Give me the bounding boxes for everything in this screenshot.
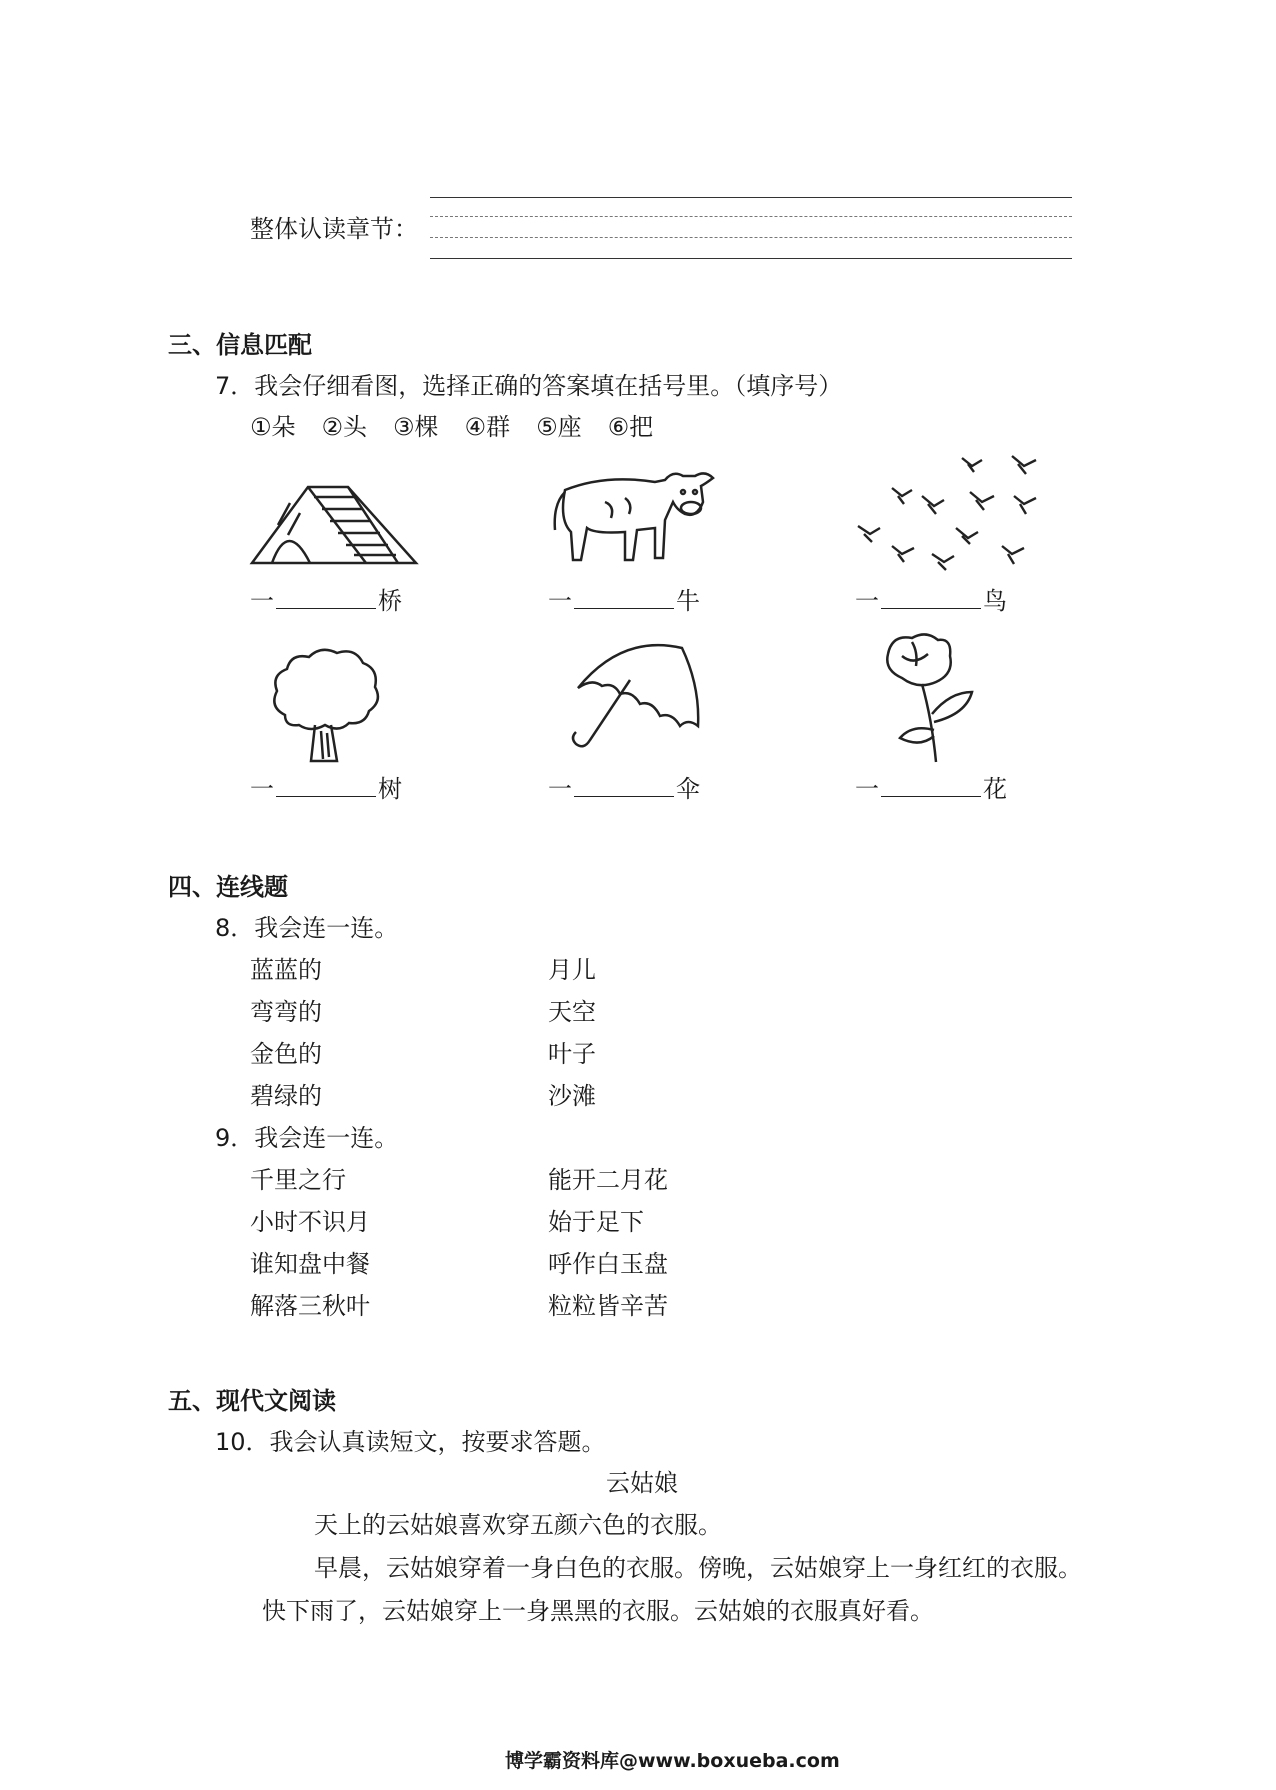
- q10-prompt: 10．我会认真读短文，按要求答题。: [215, 1428, 606, 1456]
- q8-left-item[interactable]: 蓝蓝的: [250, 956, 322, 984]
- answer-row-flower: [855, 774, 1007, 804]
- q9-right-item[interactable]: 始于足下: [548, 1208, 644, 1236]
- q8-right-item[interactable]: 沙滩: [548, 1082, 596, 1110]
- birds-icon: [852, 450, 1052, 575]
- answer-blank[interactable]: [276, 586, 376, 609]
- umbrella-icon: [560, 640, 710, 760]
- prefix: 一: [855, 587, 879, 615]
- flower-icon: [872, 630, 982, 765]
- option: ⑤座: [536, 413, 582, 441]
- q8-left-item[interactable]: 金色的: [250, 1040, 322, 1068]
- ox-icon: [545, 462, 725, 572]
- story-title: 云姑娘: [606, 1469, 678, 1497]
- answer-blank[interactable]: [574, 586, 674, 609]
- noun: 牛: [676, 587, 700, 615]
- q8-left-item[interactable]: 弯弯的: [250, 998, 322, 1026]
- option: ④群: [464, 413, 511, 441]
- q9-left-item[interactable]: 千里之行: [250, 1166, 346, 1194]
- noun: 鸟: [983, 587, 1007, 615]
- option: ⑥把: [607, 413, 654, 441]
- option: ①朵: [250, 413, 296, 441]
- q9-prompt: 9．我会连一连。: [215, 1124, 399, 1152]
- q8-left-item[interactable]: 碧绿的: [250, 1082, 322, 1110]
- prefix: 一: [855, 775, 879, 803]
- answer-row-umbrella: [548, 774, 700, 804]
- q7-options: [250, 412, 679, 442]
- section-4-title: 四、连线题: [168, 873, 288, 901]
- prefix: 一: [250, 775, 274, 803]
- pinyin-practice-label: 整体认读章节：: [250, 215, 418, 243]
- section-3-title: 三、信息匹配: [168, 331, 312, 359]
- prefix: 一: [548, 775, 572, 803]
- section-5-title: 五、现代文阅读: [168, 1387, 336, 1415]
- option: ②头: [321, 413, 368, 441]
- q8-right-item[interactable]: 月儿: [548, 956, 596, 984]
- prefix: 一: [548, 587, 572, 615]
- q9-right-item[interactable]: 粒粒皆辛苦: [548, 1292, 668, 1320]
- prefix: 一: [250, 587, 274, 615]
- q9-left-item[interactable]: 谁知盘中餐: [250, 1250, 370, 1278]
- answer-row-ox: [548, 586, 700, 616]
- noun: 桥: [378, 587, 402, 615]
- answer-row-birds: [855, 586, 1007, 616]
- q8-right-item[interactable]: 叶子: [548, 1040, 596, 1068]
- q8-right-item[interactable]: 天空: [548, 998, 596, 1026]
- q9-right-item[interactable]: 呼作白玉盘: [548, 1250, 668, 1278]
- answer-blank[interactable]: [881, 774, 981, 797]
- q9-left-item[interactable]: 小时不识月: [250, 1208, 370, 1236]
- answer-blank[interactable]: [881, 586, 981, 609]
- footer-watermark: 博学霸资料库@www.boxueba.com: [505, 1750, 840, 1772]
- answer-row-tree: [250, 774, 402, 804]
- noun: 树: [378, 775, 402, 803]
- option: ③棵: [393, 413, 439, 441]
- bridge-icon: [248, 475, 420, 570]
- story-paragraph-2-line-1: 早晨，云姑娘穿着一身白色的衣服。傍晚，云姑娘穿上一身红红的衣服。: [314, 1554, 1082, 1582]
- q9-left-item[interactable]: 解落三秋叶: [250, 1292, 370, 1320]
- answer-blank[interactable]: [276, 774, 376, 797]
- story-paragraph-1: 天上的云姑娘喜欢穿五颜六色的衣服。: [314, 1511, 722, 1539]
- q9-right-item[interactable]: 能开二月花: [548, 1166, 668, 1194]
- noun: 伞: [676, 775, 700, 803]
- q8-prompt: 8．我会连一连。: [215, 914, 399, 942]
- tree-icon: [265, 645, 385, 765]
- q7-prompt: 7．我会仔细看图，选择正确的答案填在括号里。（填序号）: [215, 372, 843, 400]
- noun: 花: [983, 775, 1007, 803]
- answer-row-bridge: [250, 586, 402, 616]
- answer-blank[interactable]: [574, 774, 674, 797]
- story-paragraph-2-line-2: 快下雨了，云姑娘穿上一身黑黑的衣服。云姑娘的衣服真好看。: [262, 1597, 934, 1625]
